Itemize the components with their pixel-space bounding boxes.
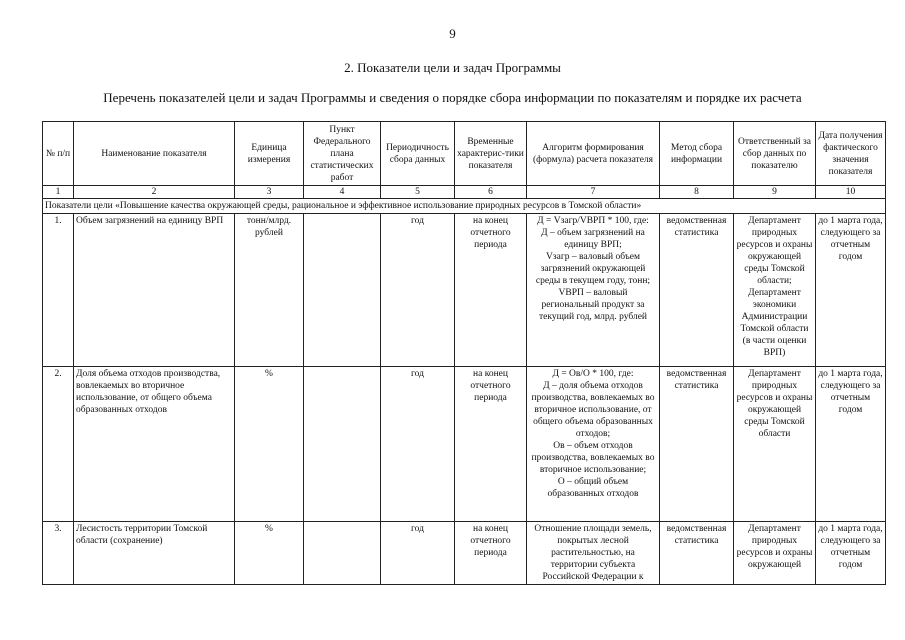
goal-row xyxy=(43,199,886,214)
row-num: 1. xyxy=(43,214,74,367)
column-number: 7 xyxy=(527,186,660,199)
time-char-cell: на конец отчетного периода xyxy=(455,367,527,522)
unit-cell: % xyxy=(235,522,304,585)
indicator-name: Лесистость территории Томской области (сохранение) xyxy=(74,522,235,585)
column-number: 6 xyxy=(455,186,527,199)
algorithm-cell: Д = Ов/О * 100, где: Д – доля объема отходов производства, вовлекаемых во вторичное использование, от общего объема образованных отходов; Ов – объем отходов производства, вовлекаемых во вторичное использование; О – общий объем образованных отходов xyxy=(527,367,660,522)
responsible-cell: Департамент природных ресурсов и охраны окружающей среды Томской области xyxy=(734,367,816,522)
header-num: № п/п xyxy=(43,122,74,186)
column-number: 10 xyxy=(816,186,886,199)
page-number: 9 xyxy=(449,26,456,41)
header-unit: Единица измерения xyxy=(235,122,304,186)
responsible-cell: Департамент природных ресурсов и охраны окружающей xyxy=(734,522,816,585)
unit-cell: тонн/млрд. рублей xyxy=(235,214,304,367)
column-number: 3 xyxy=(235,186,304,199)
column-number: 5 xyxy=(381,186,455,199)
indicators-table xyxy=(42,121,886,585)
column-number: 8 xyxy=(660,186,734,199)
row-num: 3. xyxy=(43,522,74,585)
responsible-cell: Департамент природных ресурсов и охраны окружающей среды Томской области; Департамент экономики Администрации Томской области (в части оценки ВРП) xyxy=(734,214,816,367)
header-responsible: Ответственный за сбор данных по показателю xyxy=(734,122,816,186)
table-caption: Перечень показателей цели и задач Программы и сведения о порядке сбора информации по показателям и порядке их расчета xyxy=(103,90,802,105)
column-number-row xyxy=(43,186,886,199)
algorithm-cell: Д = Vзагр/VВРП * 100, где: Д – объем загрязнений на единицу ВРП; Vзагр – валовый объем загрязнений окружающей среды в текущем году, тонн; VВРП – валовый региональный продукт за текущий год, млрд. рублей xyxy=(527,214,660,367)
table-row xyxy=(43,522,886,585)
date-cell: до 1 марта года, следующего за отчетным годом xyxy=(816,214,886,367)
header-method: Метод сбора информации xyxy=(660,122,734,186)
date-cell: до 1 марта года, следующего за отчетным годом xyxy=(816,367,886,522)
header-row xyxy=(43,122,886,186)
fed-plan-cell xyxy=(304,367,381,522)
header-fed-plan: Пункт Федерального плана статистических работ xyxy=(304,122,381,186)
table-row xyxy=(43,214,886,367)
section-title: 2. Показатели цели и задач Программы xyxy=(344,60,561,75)
column-number: 4 xyxy=(304,186,381,199)
method-cell: ведомственная статистика xyxy=(660,367,734,522)
fed-plan-cell xyxy=(304,214,381,367)
header-date: Дата получения фактического значения показателя xyxy=(816,122,886,186)
column-number: 2 xyxy=(74,186,235,199)
indicator-name: Объем загрязнений на единицу ВРП xyxy=(74,214,235,367)
algorithm-cell: Отношение площади земель, покрытых лесной растительностью, на территории субъекта Российской Федерации к xyxy=(527,522,660,585)
periodicity-cell: год xyxy=(381,522,455,585)
goal-text: Показатели цели «Повышение качества окружающей среды, рациональное и эффективное использование природных ресурсов в Томской области» xyxy=(43,199,886,214)
table-row xyxy=(43,367,886,522)
row-num: 2. xyxy=(43,367,74,522)
header-time-char: Временные характерис-тики показателя xyxy=(455,122,527,186)
header-periodicity: Периодичность сбора данных xyxy=(381,122,455,186)
fed-plan-cell xyxy=(304,522,381,585)
header-name: Наименование показателя xyxy=(74,122,235,186)
indicator-name: Доля объема отходов производства, вовлекаемых во вторичное использование, от общего объема образованных отходов xyxy=(74,367,235,522)
time-char-cell: на конец отчетного периода xyxy=(455,522,527,585)
column-number: 9 xyxy=(734,186,816,199)
unit-cell: % xyxy=(235,367,304,522)
periodicity-cell: год xyxy=(381,367,455,522)
column-number: 1 xyxy=(43,186,74,199)
periodicity-cell: год xyxy=(381,214,455,367)
header-algorithm: Алгоритм формирования (формула) расчета показателя xyxy=(527,122,660,186)
time-char-cell: на конец отчетного периода xyxy=(455,214,527,367)
date-cell: до 1 марта года, следующего за отчетным годом xyxy=(816,522,886,585)
method-cell: ведомственная статистика xyxy=(660,214,734,367)
method-cell: ведомственная статистика xyxy=(660,522,734,585)
